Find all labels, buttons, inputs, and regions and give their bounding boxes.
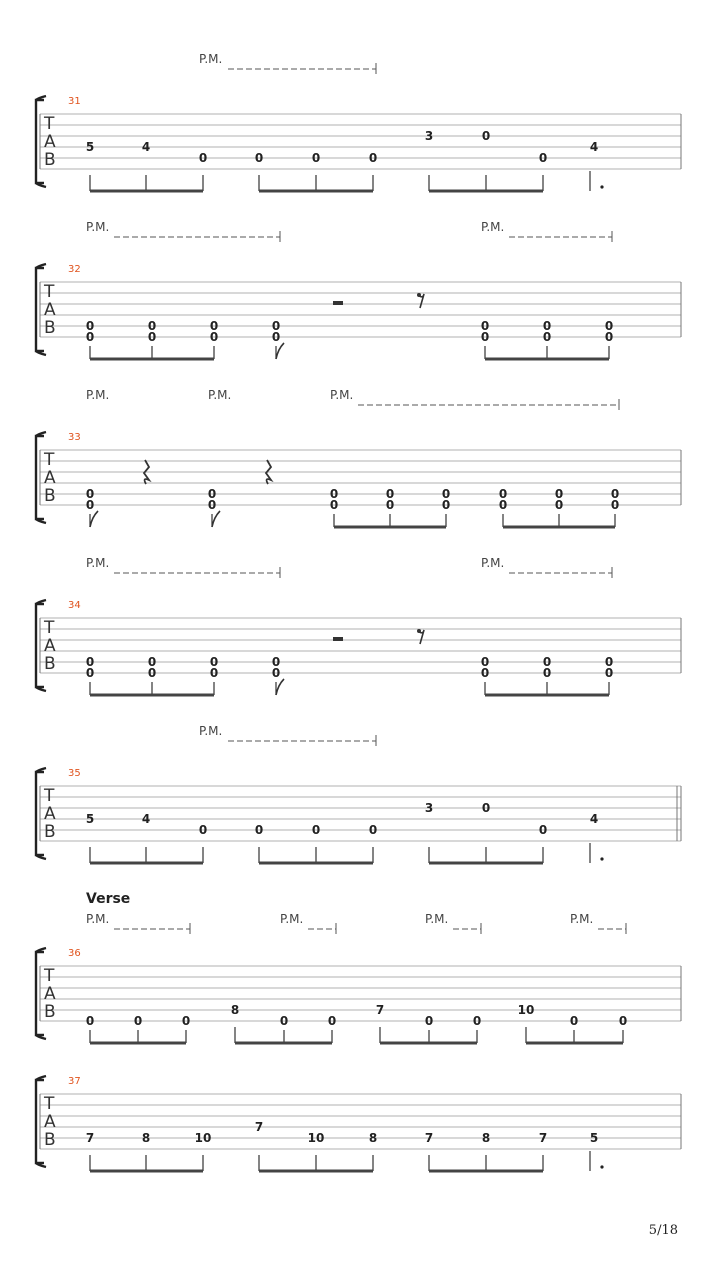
fret-number: 0 [618, 1014, 628, 1028]
palm-mute-label: P.M. [199, 52, 223, 66]
note-flag [90, 511, 98, 527]
fret-number: 10 [194, 1131, 212, 1145]
fret-number: 0 [329, 498, 339, 512]
fret-number: 0 [385, 487, 395, 501]
tab-clef-letter: B [44, 150, 56, 170]
note-beam [90, 358, 214, 361]
tab-clef-letter: A [44, 132, 56, 152]
tab-clef-letter: A [44, 984, 56, 1004]
fret-number: 8 [230, 1003, 240, 1017]
palm-mute-label: P.M. [330, 388, 354, 402]
measure-number: 37 [68, 1076, 81, 1087]
fret-number: 0 [480, 666, 490, 680]
measure-number: 31 [68, 96, 81, 107]
fret-number: 0 [538, 823, 548, 837]
fret-number: 0 [85, 498, 95, 512]
tab-system-32 [36, 220, 681, 361]
palm-mute-label: P.M. [199, 724, 223, 738]
note-beam [259, 1170, 373, 1173]
fret-number: 0 [254, 823, 264, 837]
fret-number: 0 [368, 151, 378, 165]
palm-mute-label: P.M. [86, 912, 110, 926]
fret-number: 0 [480, 655, 490, 669]
palm-mute-label: P.M. [86, 220, 110, 234]
note-beam [90, 190, 203, 193]
fret-number: 0 [604, 655, 614, 669]
note-beam [334, 526, 446, 529]
fret-number: 0 [147, 330, 157, 344]
fret-number: 0 [368, 823, 378, 837]
palm-mute-label: P.M. [481, 556, 505, 570]
fret-number: 8 [368, 1131, 378, 1145]
fret-number: 4 [589, 812, 599, 826]
tab-system-36 [36, 891, 681, 1045]
fret-number: 0 [327, 1014, 337, 1028]
fret-number: 0 [480, 330, 490, 344]
fret-number: 0 [311, 151, 321, 165]
note-beam [259, 862, 373, 865]
tab-clef-letter: A [44, 468, 56, 488]
fret-number: 0 [271, 330, 281, 344]
tab-clef-letter: T [44, 1094, 55, 1114]
note-beam [90, 862, 203, 865]
tab-clef-letter: B [44, 822, 56, 842]
augmentation-dot [600, 1165, 603, 1168]
fret-number: 0 [271, 666, 281, 680]
fret-number: 0 [147, 319, 157, 333]
tab-clef-letter: B [44, 486, 56, 506]
fret-number: 0 [85, 330, 95, 344]
fret-number: 0 [279, 1014, 289, 1028]
fret-number: 0 [542, 319, 552, 333]
fret-number: 0 [441, 487, 451, 501]
fret-number: 0 [542, 655, 552, 669]
fret-number: 3 [424, 801, 434, 815]
fret-number: 0 [569, 1014, 579, 1028]
tab-clef-letter: T [44, 618, 55, 638]
fret-number: 0 [311, 823, 321, 837]
fret-number: 0 [604, 666, 614, 680]
fret-number: 5 [85, 140, 95, 154]
fret-number: 0 [198, 823, 208, 837]
tab-system-33 [36, 388, 681, 529]
fret-number: 0 [604, 330, 614, 344]
fret-number: 0 [147, 666, 157, 680]
fret-number: 0 [209, 666, 219, 680]
fret-number: 0 [209, 655, 219, 669]
section-marker: Verse [86, 891, 131, 907]
fret-number: 0 [424, 1014, 434, 1028]
tab-clef-letter: A [44, 1112, 56, 1132]
fret-number: 0 [85, 666, 95, 680]
tab-system-37 [36, 1076, 681, 1173]
tab-clef-letter: B [44, 1130, 56, 1150]
fret-number: 4 [141, 812, 151, 826]
tab-clef-letter: T [44, 450, 55, 470]
fret-number: 0 [385, 498, 395, 512]
note-beam [429, 190, 543, 193]
tab-system-35 [36, 724, 681, 865]
fret-number: 7 [538, 1131, 548, 1145]
fret-number: 0 [133, 1014, 143, 1028]
fret-number: 0 [85, 1014, 95, 1028]
fret-number: 0 [85, 487, 95, 501]
note-flag [212, 511, 220, 527]
fret-number: 3 [424, 129, 434, 143]
tab-system-31 [36, 52, 681, 193]
fret-number: 0 [554, 487, 564, 501]
fret-number: 0 [538, 151, 548, 165]
fret-number: 8 [141, 1131, 151, 1145]
fret-number: 8 [481, 1131, 491, 1145]
tab-clef-letter: B [44, 318, 56, 338]
tab-clef-letter: B [44, 1002, 56, 1022]
tab-clef-letter: T [44, 114, 55, 134]
note-beam [503, 526, 615, 529]
half-rest [333, 637, 343, 641]
fret-number: 0 [610, 498, 620, 512]
measure-number: 32 [68, 264, 81, 275]
fret-number: 7 [375, 1003, 385, 1017]
fret-number: 0 [472, 1014, 482, 1028]
fret-number: 0 [481, 129, 491, 143]
fret-number: 0 [271, 655, 281, 669]
fret-number: 0 [481, 801, 491, 815]
palm-mute-label: P.M. [425, 912, 449, 926]
tab-clef-letter: B [44, 654, 56, 674]
fret-number: 0 [147, 655, 157, 669]
fret-number: 0 [254, 151, 264, 165]
fret-number: 10 [517, 1003, 535, 1017]
fret-number: 7 [85, 1131, 95, 1145]
fret-number: 4 [141, 140, 151, 154]
fret-number: 0 [207, 487, 217, 501]
note-beam [235, 1042, 332, 1045]
tab-clef-letter: T [44, 966, 55, 986]
note-beam [526, 1042, 623, 1045]
fret-number: 5 [589, 1131, 599, 1145]
fret-number: 7 [424, 1131, 434, 1145]
note-flag [276, 343, 284, 359]
fret-number: 0 [329, 487, 339, 501]
page-number-text: 5/18 [648, 1223, 678, 1238]
augmentation-dot [600, 185, 603, 188]
fret-number: 0 [209, 330, 219, 344]
fret-number: 0 [554, 498, 564, 512]
tab-clef-letter: T [44, 282, 55, 302]
fret-number: 0 [498, 487, 508, 501]
tab-system-34 [36, 556, 681, 697]
note-beam [90, 1042, 186, 1045]
note-beam [429, 862, 543, 865]
fret-number: 0 [207, 498, 217, 512]
fret-number: 0 [209, 319, 219, 333]
fret-number: 5 [85, 812, 95, 826]
tab-clef-letter: A [44, 300, 56, 320]
palm-mute-label: P.M. [86, 556, 110, 570]
fret-number: 0 [480, 319, 490, 333]
fret-number: 0 [542, 330, 552, 344]
palm-mute-label: P.M. [86, 388, 110, 402]
measure-number: 35 [68, 768, 81, 779]
note-beam [485, 358, 609, 361]
note-beam [429, 1170, 543, 1173]
tab-clef-letter: A [44, 636, 56, 656]
eighth-rest-dot [417, 293, 421, 297]
fret-number: 0 [271, 319, 281, 333]
fret-number: 0 [85, 655, 95, 669]
fret-number: 0 [542, 666, 552, 680]
fret-number: 0 [498, 498, 508, 512]
palm-mute-label: P.M. [570, 912, 594, 926]
fret-number: 0 [610, 487, 620, 501]
fret-number: 0 [441, 498, 451, 512]
fret-number: 0 [181, 1014, 191, 1028]
fret-number: 10 [307, 1131, 325, 1145]
note-flag [276, 679, 284, 695]
measure-number: 34 [68, 600, 81, 611]
note-beam [90, 1170, 203, 1173]
note-beam [90, 694, 214, 697]
eighth-rest-dot [417, 629, 421, 633]
fret-number: 0 [85, 319, 95, 333]
tab-clef-letter: A [44, 804, 56, 824]
palm-mute-label: P.M. [208, 388, 232, 402]
augmentation-dot [600, 857, 603, 860]
palm-mute-label: P.M. [280, 912, 304, 926]
measure-number: 36 [68, 948, 81, 959]
fret-number: 7 [254, 1120, 264, 1134]
fret-number: 4 [589, 140, 599, 154]
tab-clef-letter: T [44, 786, 55, 806]
half-rest [333, 301, 343, 305]
measure-number: 33 [68, 432, 81, 443]
note-beam [259, 190, 373, 193]
fret-number: 0 [604, 319, 614, 333]
note-beam [485, 694, 609, 697]
palm-mute-label: P.M. [481, 220, 505, 234]
note-beam [380, 1042, 477, 1045]
fret-number: 0 [198, 151, 208, 165]
